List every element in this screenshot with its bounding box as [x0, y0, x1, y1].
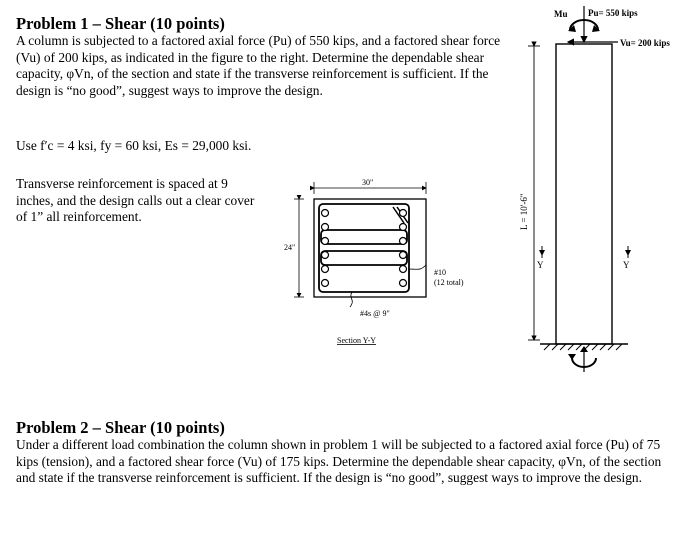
long-bar-count: (12 total): [434, 278, 464, 287]
axial-force-label: Pu= 550 kips: [588, 8, 638, 18]
moment-label: Mu: [554, 9, 568, 19]
outer-hoop: [319, 204, 409, 292]
height-label: 24": [284, 243, 296, 252]
column-elevation-figure: [506, 0, 680, 385]
inner-crosstie: [321, 251, 407, 265]
section-mark-right: Y: [623, 260, 630, 270]
shear-force-label: Vu= 200 kips: [620, 38, 670, 48]
long-bar-label: #10: [434, 268, 446, 277]
inner-crosstie: [321, 230, 407, 244]
material-properties: Use f′c = 4 ksi, fy = 60 ksi, Es = 29,000 ksi.: [16, 138, 252, 153]
section-yy-figure: [280, 175, 470, 350]
problem1-statement: A column is subjected to a factored axial force (Pu) of 550 kips, and a factored shear force (Vu) of 200 kips, as indicated in the figure to the right. Determine the dependable shear capacity, φVn, of the section and state if the transverse reinforcement is sufficient. If the design is “no good”, suggest ways to improve the design.: [16, 33, 501, 98]
transverse-reinforcement-note: Transverse reinforcement is spaced at 9 inches, and the design calls out a clear cover of 1” all reinforcement.: [16, 176, 255, 224]
problem1-title: Problem 1 – Shear (10 points): [16, 14, 225, 33]
width-label: 30": [362, 178, 374, 187]
stirrup-label: #4s @ 9": [360, 309, 390, 318]
section-caption: Section Y-Y: [337, 336, 377, 345]
problem2-title: Problem 2 – Shear (10 points): [16, 418, 225, 437]
section-mark-left: Y: [537, 260, 544, 270]
length-label: L = 10'-6": [519, 193, 529, 230]
longitudinal-bars: [322, 210, 407, 287]
problem2-statement: Under a different load combination the column shown in problem 1 will be subjected to a factored axial force (Pu) of 75 kips (tension), and a factored shear force (Vu) of 175 kips. Determine the dependable shear capacity, φVn, of the section and state if the transverse reinforcement is sufficient. If the design is “no good”, suggest ways to improve the design.: [16, 437, 662, 485]
column-body: [556, 44, 612, 344]
